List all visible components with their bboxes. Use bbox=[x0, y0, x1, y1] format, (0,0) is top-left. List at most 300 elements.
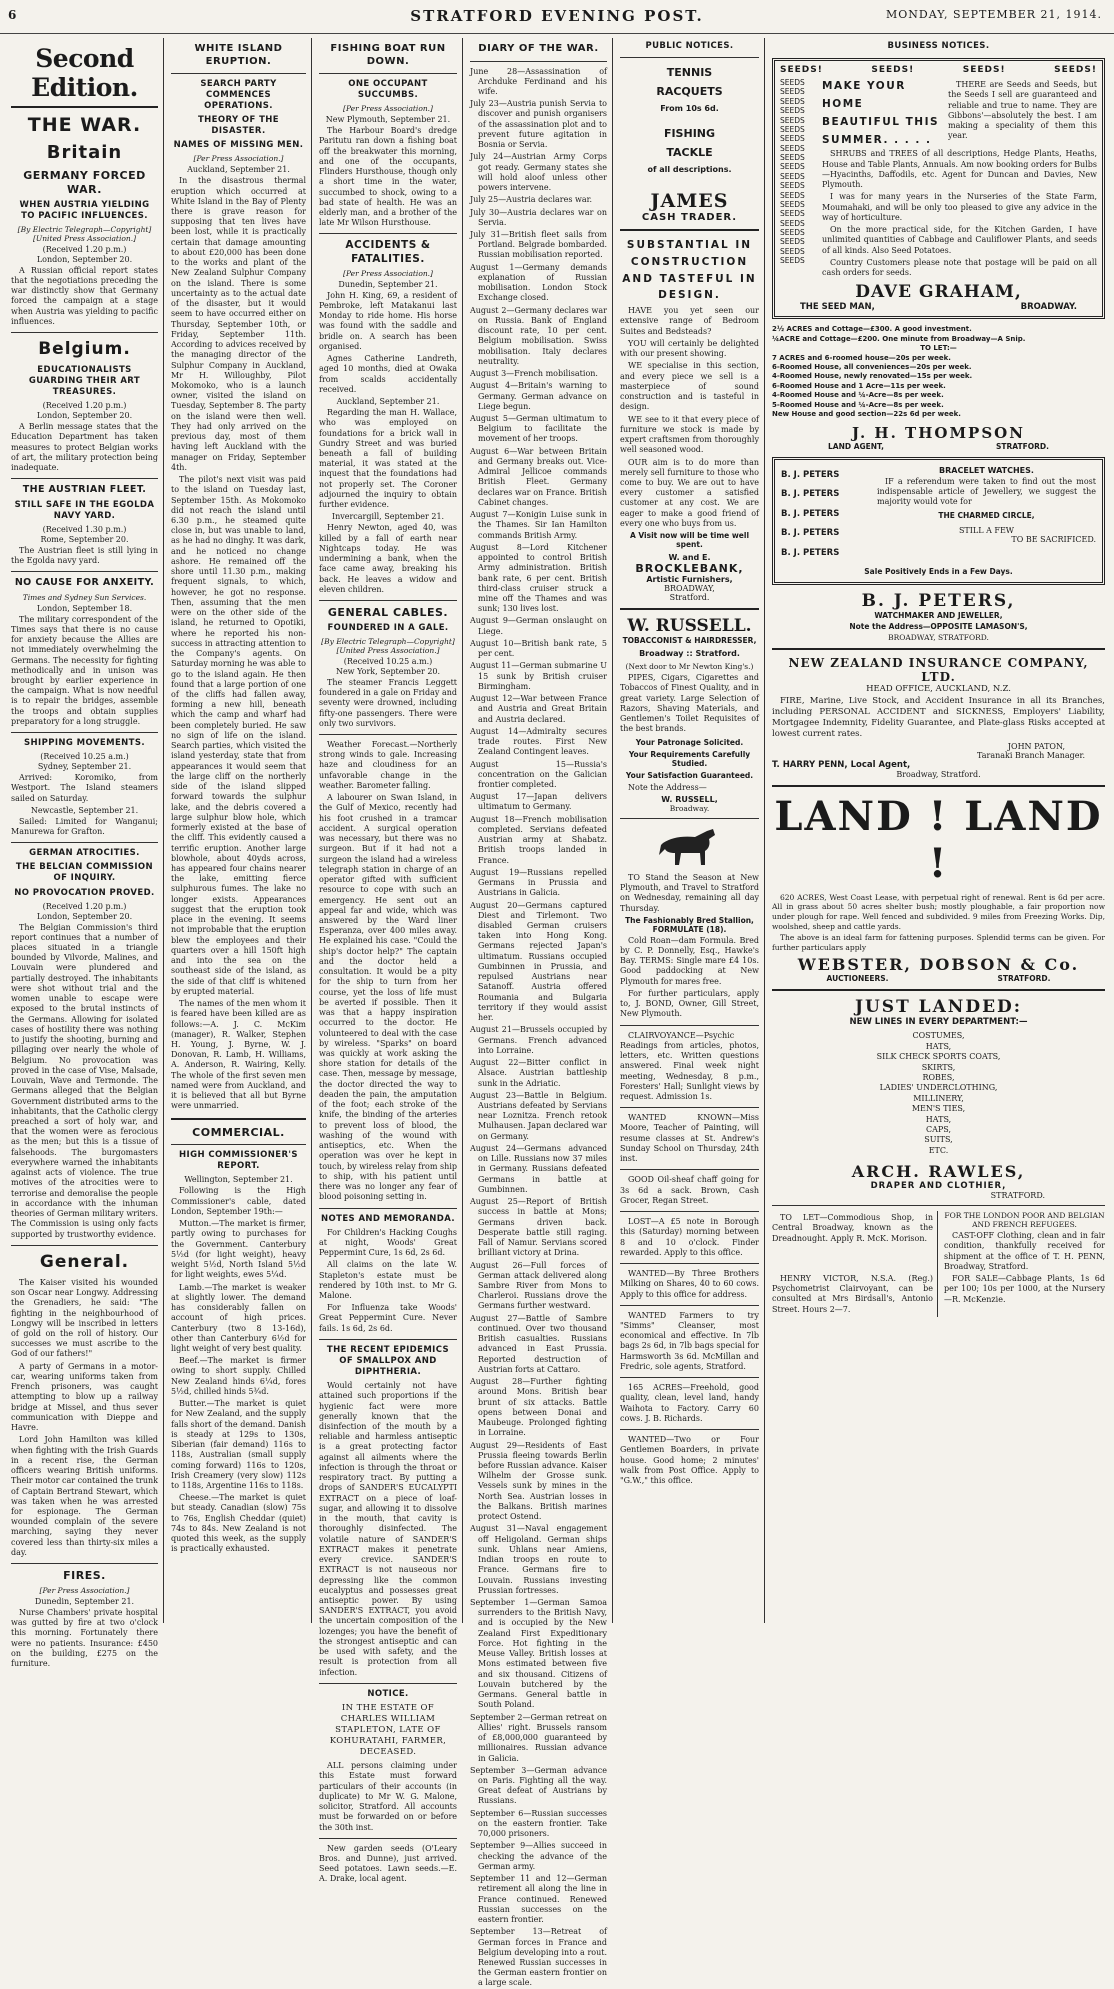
diary-entry: July 31—British fleet sails from Portland. Belgrade bombarded. Russian mobilisation reported. bbox=[470, 230, 607, 260]
article-body: Weather Forecast.—Northerly strong winds to gale. Increasing haze and cloudiness for an unfavorable change in the weather. Barometer falling. bbox=[319, 739, 457, 790]
advert-line: STRATFORD. bbox=[990, 1191, 1045, 1201]
article-body: The names of the men whom it is feared have been killed are as follows:—A. J. C. McKim (manager), R. Walker, Stephen H. Young, J. Byrne, W. J. Donovan, R. Lamb, H. Williams, A. Anderson, R. Wairing, Kelly. The whole of the first seven men named were from Auckland, and it is believed that all but Byrne were unmarried. bbox=[171, 999, 306, 1111]
classified-right bbox=[944, 1211, 1105, 1317]
article-heading: HIGH COMMISSIONER'S REPORT. bbox=[179, 1150, 298, 1172]
advert-name: ARCH. RAWLES, bbox=[851, 1162, 1026, 1182]
article-subheading: SEARCH PARTY COMMENCES OPERATIONS. bbox=[200, 79, 277, 112]
drapery-item: HATS, bbox=[925, 1041, 952, 1051]
received-line: (Received 10.25 a.m.) bbox=[40, 752, 129, 762]
jeweller-side-item: B. J. PETERS bbox=[781, 489, 840, 500]
diary-entry: August 2—Germany declares war on Russia. Bank of England discount rate, 10 per cent. Belgium mobilisation. Swiss mobilisation. Italy declares neutrality. bbox=[470, 305, 607, 366]
dateline: London, September 20. bbox=[36, 911, 133, 921]
dateline: Newcastle, September 21. bbox=[30, 805, 139, 815]
advert-body: I was for many years in the Nurseries of the State Farm, Moumahaki, and will be only too pleased to give any advice in the way of horticulture. bbox=[822, 192, 1097, 222]
divider bbox=[11, 332, 158, 333]
advert-name: JAMES bbox=[650, 190, 729, 213]
column-rule bbox=[462, 38, 463, 1623]
advert-line: Broadway, Stratford. bbox=[896, 769, 981, 779]
diary-entry: August 29—Residents of East Prussia fleeing towards Berlin before Russian advance. Kaiser Wilhelm der Grosse sunk. Vessels sunk by mines in the North Sea. Austrian losses in the Balkans. British marines protect Ostend. bbox=[470, 1440, 607, 1522]
property-item: 6-Roomed House and 1 Acre—11s per week. bbox=[772, 381, 946, 390]
classified-ad: WANTED—By Three Brothers Milking on Shares, 40 to 60 cows. Apply to this office for address. bbox=[620, 1269, 759, 1299]
dateline: Dunedin, September 21. bbox=[34, 1596, 135, 1606]
diary-entry: August 15—Russia's concentration on the Galician frontier completed. bbox=[470, 759, 607, 789]
seeds-label: SEEDS! bbox=[1054, 65, 1097, 76]
advert-name: J. H. THOMPSON bbox=[852, 423, 1025, 442]
article-body: The Austrian fleet is still lying in the Egolda navy yard. bbox=[11, 545, 158, 565]
advert-body: The above is an ideal farm for fattening purposes. Splendid terms can be given. For further particulars apply bbox=[772, 933, 1105, 952]
general-heading: General. bbox=[39, 1251, 130, 1272]
advert-line: Taranaki Branch Manager. bbox=[977, 750, 1085, 760]
divider bbox=[620, 1025, 759, 1026]
advert-line: RACQUETS bbox=[656, 85, 723, 99]
notice-body: ALL persons claiming under this Estate must forward particulars of their accounts (in duplicate) to Mr W. G. Malone, solicitor, Stratford. All accounts must be forwarded on or before the 30th inst. bbox=[319, 1761, 457, 1832]
article-subheading: FOUNDERED IN A GALE. bbox=[327, 622, 449, 633]
notice-heading: NOTICE. bbox=[367, 1688, 409, 1699]
diary-entry: September 9—Allies succeed in checking the advance of the German army. bbox=[470, 1841, 607, 1871]
property-item: ¼ACRE and Cottage—£200. One minute from Broadway—A Snip. bbox=[772, 334, 1026, 343]
notice-subheading: IN THE ESTATE OF CHARLES WILLIAM STAPLETON, LATE OF KOHURATAHI, FARMER, DECEASED. bbox=[329, 1702, 447, 1758]
dateline: Wellington, September 21. bbox=[184, 1175, 293, 1185]
advert-line: BROADWAY, bbox=[664, 584, 715, 594]
article-body: Lamb.—The market is weaker at slightly lower. The demand has considerably fallen on account of high prices. Canterbury (two 8 13-16d), other than Canterbury 6½d for light weight of very best quality. bbox=[171, 1282, 306, 1353]
diary-entry: August 22—Bitter conflict in Alsace. Austrian battleship sunk in the Adriatic. bbox=[470, 1058, 607, 1088]
dateline: Invercargill, September 21. bbox=[331, 512, 445, 522]
section-heading: GENERAL CABLES. bbox=[327, 606, 449, 620]
diary-entry: August 14—Admiralty secures trade routes. First New Zealand Contingent leaves. bbox=[470, 726, 607, 757]
property-item: 5-Roomed House and ¼-Acre—8s per week. bbox=[772, 400, 944, 409]
advert-body: TO Stand the Season at New Plymouth, and Travel to Stratford on Wednesday, remaining all day Thursday. bbox=[620, 872, 759, 913]
article-body: John H. King, 69, a resident of Pembroke, left Matakanui last Monday to ride home. His horse was found with the saddle and bridle on. A search has been organised. bbox=[319, 290, 457, 351]
seeds-header bbox=[780, 65, 1097, 75]
drapery-list bbox=[772, 1031, 1105, 1156]
divider bbox=[620, 1107, 759, 1108]
diary-entry: June 28—Assassination of Archduke Ferdinand and his wife. bbox=[470, 66, 607, 96]
classified-ad: WANTED—Two or Four Gentlemen Boarders, in private house. Good home; 2 minutes' walk from Post Office. Apply to "G.W.," this office. bbox=[620, 1435, 759, 1486]
seeds-side-item: SEEDS bbox=[780, 218, 805, 228]
divider bbox=[470, 61, 607, 62]
jeweller-side-item: B. J. PETERS bbox=[781, 547, 840, 558]
jeweller-side-list bbox=[781, 466, 871, 564]
diary-entry: August 28—Further fighting around Mons. British bear brunt of six attacks. Battle opens between Donai and Maubeuge. Prolonged fighting in Lorraine. bbox=[470, 1377, 607, 1438]
advert-body: New garden seeds (O'Leary Bros. and Dunne), just arrived. Seed potatoes. Lawn seeds.—E. A. Drake, local agent. bbox=[319, 1843, 457, 1884]
property-item: TO LET:— bbox=[920, 344, 957, 353]
issue-date: MONDAY, SEPTEMBER 21, 1914. bbox=[885, 8, 1102, 21]
advert-body: For further particulars, apply to, J. BOND, Owner, Gill Street, New Plymouth. bbox=[620, 988, 759, 1019]
advert-line: STILL A FEW bbox=[958, 526, 1015, 536]
divider bbox=[620, 1169, 759, 1170]
masthead bbox=[0, 0, 1114, 34]
divider bbox=[171, 73, 306, 74]
diary-entry: August 3—French mobilisation. bbox=[470, 369, 598, 379]
article-body: Arrived: Koromiko, from Westport. The Island steamers sailed on Saturday. bbox=[11, 773, 158, 803]
jeweller-advert bbox=[772, 457, 1105, 586]
advert-footer bbox=[780, 302, 1097, 312]
advert-line: of all descriptions. bbox=[647, 165, 732, 175]
advert-name: W. RUSSELL. bbox=[627, 616, 752, 637]
diary-entry: August 21—Brussels occupied by Germans. French advanced into Lorraine. bbox=[470, 1025, 607, 1055]
article-body: All claims on the late W. Stapleton's estate must be rendered by 10th inst. to Mr G. Malone. bbox=[319, 1260, 457, 1300]
advert-line: Your Patronage Solicited. bbox=[635, 737, 744, 747]
advert-line: TOBACCONIST & HAIRDRESSER, bbox=[622, 636, 757, 646]
article-body: Lord John Hamilton was killed when fighting with the Irish Guards in a recent rise, the German officers wearing British uniforms. Their motor car contained the trunk of Captain Bertrand Stewart, which was taken when he was arrested for espionage. The German wounded complain of the severe marching, saying they never covered less than thirty-six miles a day. bbox=[11, 1435, 158, 1557]
advert-line: Broadway :: Stratford. bbox=[639, 649, 740, 659]
advert-line: Stratford. bbox=[669, 593, 710, 603]
diary-entry: September 11 and 12—German retirement all along the line in France continued. Renewed Russian successes on the eastern frontier. bbox=[470, 1874, 607, 1925]
advert-name: NEW ZEALAND INSURANCE COMPANY, LTD. bbox=[788, 656, 1089, 685]
article-body: Mutton.—The market is firmer, partly owing to purchases for the Government. Canterbury 5½d (for light weight), heavy weight 5½d, North Island 5½d for light weights, ewes 5¼d. bbox=[171, 1219, 306, 1280]
advert-line: STRATFORD. bbox=[995, 441, 1049, 451]
seeds-side-item: SEEDS bbox=[780, 228, 805, 238]
classified-left bbox=[772, 1211, 938, 1317]
column-business-notices bbox=[767, 38, 1110, 1623]
dateline: London, September 20. bbox=[36, 254, 133, 264]
advert-body: 620 ACRES, West Coast Lease, with perpetual right of renewal. Rent is 6d per acre. All in grass about 50 acres shelter bush; mostly ploughable, a fair proportion now under plough for rape. Well fenced and subdivided. 9 miles from Freezing Works. Dip, woolshed, sheep and cattle yards. bbox=[772, 892, 1105, 931]
article-body: Henry Newton, aged 40, was killed by a fall of earth near Nightcaps today. He was undermining a bank, when the face came away, breaking his back. He leaves a widow and eleven children. bbox=[319, 523, 457, 594]
wire-credit: [Per Press Association.] bbox=[193, 154, 284, 164]
advert-body: SHRUBS and TREES of all descriptions, Hedge Plants, Heaths, House and Table Plants, Annuals. Am now booking orders for Bulbs—Hyacinths, Daffodils, etc. Agent for Duncan and Davies, New Plymouth. bbox=[822, 149, 1097, 190]
classified-ad: WANTED KNOWN—Miss Moore, Teacher of Painting, will resume classes at St. Andrew's Sunday School on Thursday, 24th inst. bbox=[620, 1113, 759, 1164]
article-subheading: WHEN AUSTRIA YIELDING TO PACIFIC INFLUENCES. bbox=[19, 199, 150, 221]
divider bbox=[11, 842, 158, 843]
section-heading: BUSINESS NOTICES. bbox=[887, 41, 990, 51]
jeweller-side-item: B. J. PETERS bbox=[781, 508, 840, 519]
column-accidents bbox=[314, 38, 462, 1884]
advert-name: B. J. PETERS, bbox=[861, 591, 1016, 612]
article-heading: NO CAUSE FOR ANXEITY. bbox=[14, 577, 155, 589]
classified-ad: HENRY VICTOR, N.S.A. (Reg.) Psychometrist Clairvoyant, can be consulted at Mrs Birdsall's, Antonio Street. Hours 2—7. bbox=[772, 1273, 933, 1314]
dateline: London, September 18. bbox=[36, 603, 133, 613]
column-war-news bbox=[6, 38, 163, 1669]
diary-entry: August 31—Naval engagement off Heligoland. German ships sunk. Uhlans near Amiens, Indian troops en route to France. Germans fire to Louvain. Russians investing Prussian fortresses. bbox=[470, 1524, 607, 1595]
dateline: Sydney, September 21. bbox=[37, 762, 132, 772]
property-item: 4-Roomed House, newly renovated—15s per week. bbox=[772, 372, 973, 381]
column-public-notices bbox=[615, 38, 764, 1623]
diary-entry: September 3—German advance on Paris. Fighting all the way. Great defeat of Austrians by Russians. bbox=[470, 1765, 607, 1806]
seeds-label: SEEDS! bbox=[962, 65, 1006, 76]
diary-entry: August 19—Russians repelled Germans in Prussia and Austrians in Galicia. bbox=[470, 867, 607, 898]
divider bbox=[171, 1118, 306, 1120]
dateline: New York, September 20. bbox=[335, 666, 441, 676]
diary-entry: August 23—Battle in Belgium. Austrians defeated by Servians near Loznitza. French retook Mulhausen. Japan declared war on Germany. bbox=[470, 1090, 607, 1141]
seeds-side-item: SEEDS bbox=[780, 199, 805, 209]
divider bbox=[319, 600, 457, 601]
seeds-side-item: SEEDS bbox=[780, 246, 805, 256]
advert-line: From 10s 6d. bbox=[660, 104, 719, 114]
classified-ad: 165 ACRES—Freehold, good quality, clean, level land, handy Waihota to Factory. Carry 60 cows. J. B. Richards. bbox=[620, 1383, 759, 1423]
section-heading: NOTES AND MEMORANDA. bbox=[321, 1213, 455, 1224]
advert-body: WE see to it that every piece of furniture we stock is made by expert craftsmen from thoroughly well seasoned wood. bbox=[620, 414, 759, 455]
article-heading: WHITE ISLAND ERUPTION. bbox=[194, 43, 283, 67]
drapery-item: MEN'S TIES, bbox=[911, 1104, 966, 1114]
drapery-item: ROBES, bbox=[922, 1072, 955, 1082]
advert-heading: BRACELET WATCHES. bbox=[939, 465, 1034, 475]
divider bbox=[620, 1305, 759, 1306]
seeds-side-item: SEEDS bbox=[780, 162, 805, 172]
seeds-side-item: SEEDS bbox=[780, 171, 805, 181]
wire-credit: [By Electric Telegraph—Copyright] [United Press Association.] bbox=[17, 224, 152, 243]
diary-entry: August 27—Battle of Sambre continued. Over two thousand British casualties. Russians advanced in East Prussia. Reported destruction of Austrian forts at Cattaro. bbox=[470, 1313, 607, 1374]
article-body: In the disastrous thermal eruption which occurred at White Island in the Bay of Plenty there is grave reason for supposing that ten lives have been lost, while it is practically certain that damage amounting to about £20,000 has been done to the works and plant of the New Zealand Sulphur Company on the island. There is some uncertainty as to the actual date of the disaster, but it would seem to have occurred either on Thursday, September 10th, or Friday, September 11th. According to advices received by the managing director of the Sulphur Company in Auckland, Mr H. Willoughby, Pilot Mokomoko, who is a launch owner, visited the island on Tuesday, September 8. The party on the island were then well. They had only arrived on the previous day, most of them having left Auckland with the manager on Friday, September 4th. bbox=[171, 176, 306, 472]
article-body: For Children's Hacking Coughs at night, Woods' Great Peppermint Cure, 1s 6d, 2s 6d. bbox=[319, 1227, 457, 1258]
horse-icon bbox=[655, 825, 725, 867]
received-line: (Received 10.25 a.m.) bbox=[343, 656, 433, 666]
advert-line: Broadway. bbox=[669, 803, 710, 813]
advert-heading: SUBSTANTIAL IN CONSTRUCTION AND TASTEFUL IN DESIGN. bbox=[622, 239, 757, 302]
column-rule bbox=[163, 38, 164, 1623]
advert-line: TENNIS bbox=[666, 66, 713, 80]
article-subheading: STILL SAFE IN THE EGOLDA NAVY YARD. bbox=[14, 499, 155, 521]
dateline: Dunedin, September 21. bbox=[338, 279, 438, 289]
advert-name: JUST LANDED: bbox=[854, 997, 1023, 1018]
divider bbox=[620, 229, 759, 231]
article-body: A Russian official report states that the negotiations preceding the war distinctly show that Germany forced the campaign at a stage when Austria was yielding to pacific influences. bbox=[11, 265, 158, 326]
column-rule bbox=[764, 38, 765, 1623]
article-body: Sailed: Limited for Wanganui; Manurewa for Grafton. bbox=[11, 816, 158, 837]
divider bbox=[620, 608, 759, 610]
received-line: (Received 1.20 p.m.) bbox=[42, 401, 127, 411]
advert-line: Note the Address—OPPOSITE LAMASON'S, bbox=[849, 622, 1028, 632]
advert-line: FISHING bbox=[663, 127, 716, 141]
article-body: A party of Germans in a motor-car, wearing uniforms taken from French prisoners, was caught attempting to blow up a railway bridge at Missel, and thus sever communication with Dieppe and Havre. bbox=[11, 1361, 158, 1433]
classified-ad: GOOD Oil-sheaf chaff going for 3s 6d a sack. Brown, Cash Grocer, Regan Street. bbox=[620, 1175, 759, 1205]
diary-entry: July 30—Austria declares war on Servia. bbox=[470, 207, 607, 227]
seeds-slogan: MAKE YOUR HOME BEAUTIFUL THIS SUMMER. . . . . bbox=[822, 80, 940, 146]
drapery-item: ETC. bbox=[928, 1145, 949, 1155]
diary-entry: August 25—Report of British success in battle at Mons; Germans driven back. Desperate battle still raging. Fall of Namur. Servians scored brilliant victory at Drina. bbox=[470, 1197, 607, 1258]
diary-entry: September 2—German retreat on Allies' right. Brussels ransom of £8,000,000 guaranteed by millionaires. Russian advance in Galicia. bbox=[470, 1712, 607, 1763]
article-heading: GERMAN ATROCITIES. bbox=[29, 848, 140, 859]
advert-body: Cold Roan—dam Formula. Bred by C. P. Donnelly, Esq., Hawke's Bay. TERMS: Single mare £4 10s. Good paddocking at New Plymouth for mares free. bbox=[620, 935, 759, 986]
wire-credit: [Per Press Association.] bbox=[343, 104, 433, 114]
article-heading: FISHING BOAT RUN DOWN. bbox=[330, 43, 446, 67]
classified-heading: FOR THE LONDON POOR AND BELGIAN AND FRENCH REFUGEES. bbox=[944, 1211, 1105, 1230]
divider bbox=[620, 1211, 759, 1212]
advert-body: PIPES, Cigars, Cigarettes and Tobaccos of Finest Quality, and in great variety. Large Selection of Razors, Shaving Materials, and Gentlemen's Toilet Requisites of the best brands. bbox=[620, 673, 759, 734]
diary-entry: August 26—Full forces of German attack delivered along Sambre River from Mons to Charleroi. Russians drove the Germans further westward. bbox=[470, 1260, 607, 1311]
newspaper-title: STRATFORD EVENING POST. bbox=[410, 7, 704, 25]
seeds-side-item: SEEDS bbox=[780, 78, 805, 88]
divider bbox=[11, 571, 158, 572]
article-body: For Influenza take Woods' Great Peppermint Cure. Never fails. 1s 6d, 2s 6d. bbox=[319, 1303, 457, 1333]
wire-credit: [Per Press Association.] bbox=[39, 1585, 130, 1595]
advert-line: STRATFORD. bbox=[997, 974, 1051, 984]
advert-line: TO BE SACRIFICED. bbox=[1011, 535, 1096, 545]
divider bbox=[620, 1377, 759, 1378]
war-heading: THE WAR. bbox=[27, 114, 142, 136]
classified-ad: CAST-OFF Clothing, clean and in fair condition, thankfully received for shipment at the office of T. H. PENN, Broadway, Stratford. bbox=[944, 1231, 1105, 1271]
diary-entry: August 18—French mobilisation completed. Servians defeated Austrian army at Shabatz. British troops landed in France. bbox=[470, 814, 607, 865]
advert-line: TACKLE bbox=[666, 146, 713, 160]
dateline: Rome, September 20. bbox=[40, 534, 129, 544]
advert-line: THE SEED MAN, bbox=[800, 302, 875, 313]
received-line: (Received 1.30 p.m.) bbox=[42, 524, 127, 534]
received-line: (Received 1.20 p.m.) bbox=[42, 901, 127, 911]
advert-line: HEAD OFFICE, AUCKLAND, N.Z. bbox=[866, 684, 1011, 695]
diary-heading: DIARY OF THE WAR. bbox=[478, 43, 599, 54]
seeds-side-item: SEEDS bbox=[780, 134, 805, 144]
wire-credit: Times and Sydney Sun Services. bbox=[22, 592, 147, 602]
advert-line: (Next door to Mr Newton King's.) bbox=[625, 662, 754, 672]
diary-entry: July 23—Austria punish Servia to discover and punish organisers of the assassination plot and to prevent future agitation in Bosnia or Servia. bbox=[470, 99, 607, 150]
diary-entry: August 5—German ultimatum to Belgium to facilitate the movement of her troops. bbox=[470, 414, 607, 444]
belgium-heading: Belgium. bbox=[38, 339, 131, 359]
seeds-side-item: SEEDS bbox=[780, 181, 805, 191]
divider bbox=[620, 818, 759, 819]
classified-ad: LOST—A £5 note in Borough this (Saturday) morning between 8 and 10 o'clock. Finder rewarded. Apply to this office. bbox=[620, 1217, 759, 1257]
advert-line: THE CHARMED CIRCLE, bbox=[938, 511, 1035, 521]
column-rule bbox=[311, 38, 312, 1623]
article-heading: SHIPPING MOVEMENTS. bbox=[23, 738, 146, 749]
diary-entry: July 24—Austrian Army Corps got ready. Germany states she will hold aloof unless other powers intervene. bbox=[470, 152, 607, 193]
advert-body: THERE are Seeds and Seeds, but the Seeds I sell are guaranteed and reliable and true to name. They are Gibbons'—absolutely the best. I am making a speciality of them this year. bbox=[948, 80, 1097, 141]
article-subheading: ONE OCCUPANT SUCCUMBS. bbox=[348, 79, 428, 101]
dateline: New Plymouth, September 21. bbox=[325, 115, 451, 125]
article-body: Beef.—The market is firmer owing to short supply. Chilled New Zealand hinds 6¼d, fores 5½d, chilled hinds 5¾d. bbox=[171, 1356, 306, 1396]
advert-body: Note the Address— bbox=[628, 782, 707, 792]
classified-ad: TO LET—Commodious Shop, in Central Broadway, known as the Dreadnought. Apply R. McK. Morison. bbox=[772, 1213, 933, 1243]
seeds-side-list bbox=[780, 78, 816, 280]
advert-line: W. and E. bbox=[668, 553, 711, 563]
section-heading: COMMERCIAL. bbox=[192, 1125, 285, 1139]
advert-footer bbox=[772, 442, 1105, 451]
drapery-item: MILLINERY, bbox=[913, 1093, 964, 1103]
seeds-side-item: SEEDS bbox=[780, 256, 805, 266]
article-body: A Berlin message states that the Education Department has taken measures to protect Belgian works of art, the military protection being inadequate. bbox=[11, 422, 158, 473]
advert-body: Country Customers please note that postage will be paid on all cash orders for seeds. bbox=[822, 257, 1097, 277]
article-body: The steamer Francis Leggett foundered in a gale on Friday and seventy were drowned, including fifty-one passengers. There were only two survivors. bbox=[319, 677, 457, 728]
article-subheading: THE BELCIAN COMMISSION OF INQUIRY. bbox=[15, 862, 154, 884]
advert-line: Your Satisfaction Guaranteed. bbox=[625, 770, 754, 780]
advert-line: Your Requirements Carefully Studied. bbox=[628, 749, 751, 768]
seeds-side-item: SEEDS bbox=[780, 143, 805, 153]
property-item: 4-Roomed House and ¼-Acre—8s per week. bbox=[772, 391, 944, 400]
article-heading: GERMANY FORCED WAR. bbox=[23, 169, 146, 196]
article-body: The pilot's next visit was paid to the island on Tuesday last, September 15th. As Mokomoko did not reach the island until 6.30 p.m., he steamed quite close in, but was unable to land, as he had no dinghy. It was dark, and he noticed no change ashore. He remained off the shore until 11.30 p.m., making frequent signals, to which, however, he got no response. Then, assuming that the men were on the other side of the island, he returned to Opotiki, where he reported his non-success in attracting attention to the Company's agents. On Saturday morning he was able to go to the island again. He then found that a large portion of one of the cliffs had fallen away, forming a new hill, beneath which the camp and wharf had been completely buried. He saw no sign of life on the island. Search parties, which visited the island yesterday, state that from appearances it would seem that the large cliff on the northerly side of the island slipped forward towards the sulphur lake, and the debris covered a large sulphur blow hole, which formerly existed at the base of the cliff. This evidently caused a terrific eruption. Another large blowhole, about 40yds across, has appeared four chains nearer the lake, emitting fierce sulphurous fumes. The lake no longer exists. Appearances suggest that the eruption took place in the evening. It seems not improbable that the eruption blew the employees and their quarters over a hill 150ft high and into the sea on the southeast side of the island, as the side of that cliff is whitened by erupted material. bbox=[171, 475, 306, 996]
drapery-item: HATS, bbox=[925, 1114, 952, 1124]
advert-body: On the more practical side, for the Kitchen Garden, I have unlimited quantities of Cabbage and Cauliflower Plants, and seeds of all kinds. Also Seed Potatoes. bbox=[822, 225, 1097, 255]
diary-entry: September 1—German Samoa surrenders to the British Navy, and is occupied by the New Zealand First Expeditionary Force. Hot fighting in the Meuse Valley. British losses at Mons estimated between five and six thousand. Citizens of Louvain butchered by the Germans. General battle in South Poland. bbox=[470, 1598, 607, 1710]
seeds-side-item: SEEDS bbox=[780, 115, 805, 125]
article-subheading: NAMES OF MISSING MEN. bbox=[173, 140, 304, 151]
divider bbox=[772, 785, 1105, 787]
article-body: Butter.—The market is quiet for New Zealand, and the supply falls short of the demand. Danish is steady at 129s to 130s, Siberian (fair demand) 116s to 118s, Australian (small supply coming forward) 116s to 120s, Irish Creamery (very slow) 112s to 118s, Argentine 116s to 118s. bbox=[171, 1399, 306, 1491]
divider bbox=[772, 1205, 1105, 1206]
diary-entry: July 25—Austria declares war. bbox=[470, 195, 593, 205]
article-body: A labourer on Swan Island, in the Gulf of Mexico, recently had his foot crushed in a tramcar accident. A surgical operation was necessary, but there was no surgeon. But if it had not a surgeon the island had a wireless telegraph station in charge of an operator gifted with sufficient resource to cope with such an emergency. He sent out an appeal far and wide, which was answered by the Ward liner Esperanza, over 400 miles away. He explained his case. "Could the ship's doctor help?" The captain and the doctor held a consultation. It would be a pity for the ship to turn from her course, yet the loss of life must be averted if possible. Then it was that a happy inspiration occurred to the doctor. He volunteered to deal with the case by wireless. "Sparks" on board was quickly at work asking the shore station for details of the case. Then, message by message, the doctor directed the way to deaden the pain, the amputation of the foot; each stroke of the knife, the binding of the arteries to prevent loss of blood, the washing of the wound with antiseptics, etc. When the operation was over he kept in touch, by wireless relay from ship to ship, with his patient until there was no longer any fear of blood poisoning setting in. bbox=[319, 793, 457, 1202]
jeweller-side-item: B. J. PETERS bbox=[781, 469, 840, 480]
section-heading: PUBLIC NOTICES. bbox=[645, 41, 734, 51]
column-rule bbox=[612, 38, 613, 1623]
page-number: 6 bbox=[8, 8, 17, 22]
article-heading: ACCIDENTS & FATALITIES. bbox=[345, 239, 431, 265]
diary-entry: September 13—Retreat of German forces in France and Belgium developing into a rout. Renewed Russian successes in the German eastern frontier on a large scale. bbox=[470, 1927, 607, 1988]
advert-line: BROADWAY, STRATFORD. bbox=[888, 633, 989, 643]
divider bbox=[620, 57, 759, 58]
land-heading: LAND ! LAND ! bbox=[774, 792, 1103, 887]
article-heading: FIRES. bbox=[63, 1569, 106, 1583]
article-body: The Harbour Board's dredge Paritutu ran down a fishing boat off the breakwater this morning, and one of the occupants, Flinders Hursthouse, though only a short time in the water, succumbed to shock, owing to a bad state of health. He was an elderly man, and a brother of the late Mr Wilson Hursthouse. bbox=[319, 126, 457, 228]
classified-ad: CLAIRVOYANCE—Psychic Readings from articles, photos, letters, etc. Written questions answered. Final week night meeting, Wednesday, 8 p.m., Foresters' Hall; Sunlight views by request. Admission 1s. bbox=[620, 1030, 759, 1102]
advert-line: T. HARRY PENN, Local Agent, bbox=[772, 759, 911, 770]
advert-name: BROCKLEBANK, bbox=[635, 562, 744, 576]
advert-name: WEBSTER, DOBSON & Co. bbox=[797, 955, 1080, 975]
advert-body: HAVE you yet seen our extensive range of Bedroom Suites and Bedsteads? bbox=[620, 306, 759, 336]
article-body: Agnes Catherine Landreth, aged 10 months, died at Owaka from scalds accidentally received. bbox=[319, 354, 457, 394]
advert-line: The Fashionably Bred Stallion, FORMULATE (18). bbox=[625, 915, 754, 934]
divider bbox=[772, 648, 1105, 650]
seeds-side-item: SEEDS bbox=[780, 124, 805, 134]
advert-body: IF a referendum were taken to find out the most indispensable article of Jewellery, we suggest the majority would vote for bbox=[877, 476, 1096, 507]
diary-entry: September 6—Russian successes on the eastern frontier. Take 70,000 prisoners. bbox=[470, 1808, 607, 1839]
article-body: The military correspondent of the Times says that there is no cause for anxiety because the Allies are not immediately overwhelming the Germans. The necessity for fighting methodically and in unison was brought by earlier experience in the campaign. What is now needful is to repair the bridges, assemble the troops and obtain supplies preparatory for a long struggle. bbox=[11, 614, 158, 726]
property-list bbox=[772, 325, 1105, 419]
divider bbox=[620, 1263, 759, 1264]
seeds-label: SEEDS! bbox=[871, 65, 915, 76]
divider bbox=[11, 732, 158, 733]
advert-line: DRAPER AND CLOTHIER, bbox=[870, 1181, 1007, 1192]
diary-entry: August 8—Lord Kitchener appointed to control British Army administration. British bank rate, 6 per cent. British third-class cruiser struck a mine off the Thames and was sunk; 130 lives lost. bbox=[470, 542, 607, 614]
divider bbox=[319, 73, 457, 74]
jeweller-side-item: B. J. PETERS bbox=[781, 528, 840, 539]
classified-ad: WANTED Farmers to try "Simms" Cleanser, most economical and effective. In 7lb bags 2s 6d, in 7lb bags special for Harmsworth 3s 6d. McMillan and Fredric, sole agents, Stratford. bbox=[620, 1310, 759, 1371]
property-item: 2½ ACRES and Cottage—£300. A good investment. bbox=[772, 325, 972, 334]
article-heading: EDUCATIONALISTS GUARDING THEIR ART TREASURES. bbox=[28, 365, 141, 398]
column-war-diary bbox=[465, 38, 612, 1988]
seeds-side-item: SEEDS bbox=[780, 87, 805, 97]
article-body: Regarding the man H. Wallace, who was employed on foundations for a brick wall in Gundry Street and was buried beneath a fall of building material, it was stated at the inquest that the foundations had not properly set. The Coroner adjourned the inquiry to obtain further evidence. bbox=[319, 408, 457, 510]
advert-line: Artistic Furnishers, bbox=[646, 575, 733, 585]
advert-line: WATCHMAKER AND JEWELLER, bbox=[874, 611, 1003, 621]
edition-heading: Second Edition. bbox=[11, 44, 158, 108]
advert-line: CASH TRADER. bbox=[641, 212, 738, 224]
advert-line: JOHN PATON, bbox=[1007, 741, 1065, 751]
article-subheading: THEORY OF THE DISASTER. bbox=[197, 115, 280, 137]
article-body: The Belgian Commission's third report continues that a number of places situated in a triangle bounded by Vilvorde, Malines, and Louvain were plundered and partially destroyed. The inhabitants were shot without trial and the women unable to escape were exposed to the brutal instincts of the Germans. Allowing for isolated cases of hostility there was nothing to justify the shooting, burning and pillaging over nearly the whole of Belgium. No provocation was proved in the case of Vise, Malsade, Louvain, Wave and Termonde. The Germans alleged that the Belgian Government distributed arms to the inhabitants, that the Catholic clergy preached a sort of holy war, and that the women were as ferocious as the men; but this is a tissue of falsehoods. The burgomasters everywhere warned the inhabitants against acts of violence. The true motives of the atrocities were to terrorise and demoralise the people in accordance with the inhuman theories of German military writers. The Commission is using only facts supported by trustworthy evidence. bbox=[11, 922, 158, 1239]
property-item: 6-Roomed House, all conveniences—20s per week. bbox=[772, 362, 972, 371]
dateline: Auckland, September 21. bbox=[187, 165, 290, 175]
drapery-item: COSTUMES, bbox=[912, 1031, 965, 1041]
dateline: London, September 20. bbox=[36, 411, 133, 421]
divider bbox=[319, 734, 457, 735]
divider bbox=[319, 1208, 457, 1209]
advert-name: DAVE GRAHAM, bbox=[855, 282, 1022, 303]
divider bbox=[319, 1339, 457, 1340]
drapery-item: SUITS, bbox=[924, 1135, 953, 1145]
diary-entry: August 7—Konigin Luise sunk in the Thames. Sir Ian Hamilton commands British Army. bbox=[470, 510, 607, 540]
advert-line: A Visit now will be time well spent. bbox=[629, 531, 750, 550]
advert-line: BROADWAY. bbox=[1020, 302, 1077, 313]
divider bbox=[11, 1245, 158, 1246]
drapery-item: CAPS, bbox=[925, 1124, 952, 1134]
advert-body: WE specialise in this section, and every piece we sell is a masterpiece of sound construction and is tasteful in design. bbox=[620, 361, 759, 412]
drapery-item: SILK CHECK SPORTS COATS, bbox=[876, 1052, 1001, 1062]
seeds-side-item: SEEDS bbox=[780, 153, 805, 163]
divider bbox=[772, 989, 1105, 991]
seeds-label: SEEDS! bbox=[780, 65, 823, 76]
diary-entry: August 9—German onslaught on Liege. bbox=[470, 616, 607, 636]
drapery-item: SKIRTS, bbox=[921, 1062, 956, 1072]
diary-entry: August 20—Germans captured Diest and Tirlemont. Two disabled German cruisers taken into Hong Kong. Germans rejected Japan's ultimatum. Russians occupied Gumbinnen in Prussia, and repulsed Austrians near Satanoff. Austria offered Roumania and Bulgaria territory if they would assist her. bbox=[470, 900, 607, 1023]
article-body: The Kaiser visited his wounded son Oscar near Longwy. Addressing the Grenadiers, he said: "The fighting in the neighbourhood of Longwy will be inscribed in letters of gold on the roll of history. Our successes we must ascribe to the God of our fathers!" bbox=[11, 1277, 158, 1359]
dateline: Auckland, September 21. bbox=[336, 397, 440, 407]
divider bbox=[620, 1429, 759, 1430]
seeds-advert bbox=[772, 58, 1105, 319]
diary-entry: August 24—Germans advanced on Lille. Russians now 37 miles in Germany. Russians defeated Germans in battle at Gumbinnen. bbox=[470, 1143, 607, 1194]
advert-body: OUR aim is to do more than merely sell furniture to those who come to buy. We are out to have every customer a satisfied customer at any cost. We are eager to make a good friend of every one who buys from us. bbox=[620, 457, 759, 528]
seeds-side-item: SEEDS bbox=[780, 209, 805, 219]
article-body: Following is the High Commissioner's cable, dated London, September 19th:— bbox=[171, 1186, 306, 1216]
diary-list bbox=[470, 67, 607, 1989]
